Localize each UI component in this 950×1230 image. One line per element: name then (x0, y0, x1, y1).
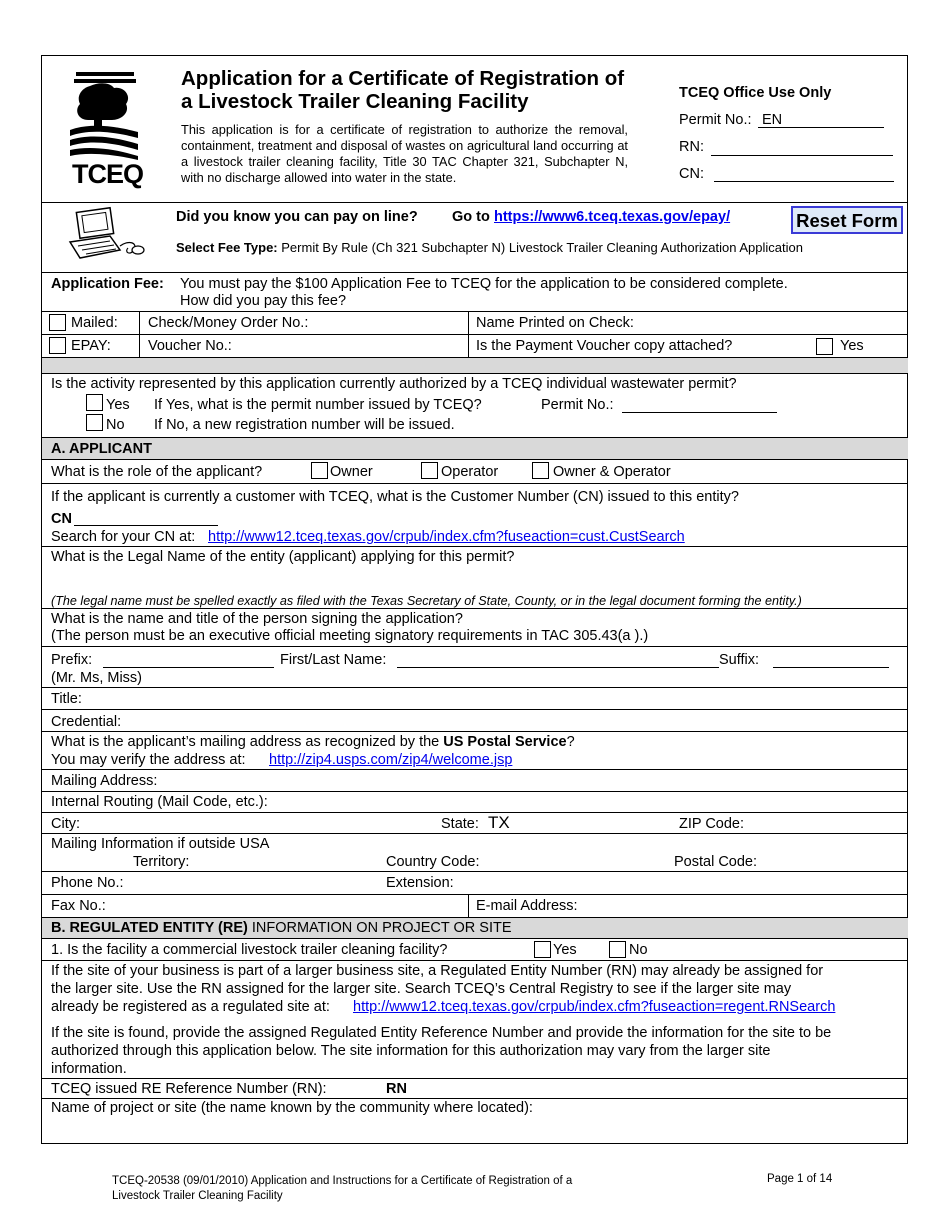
fee-how-paid: How did you pay this fee? (180, 293, 347, 309)
phone-label: Phone No.: (51, 875, 124, 891)
signer-question: What is the name and title of the person signing the application? (51, 611, 463, 627)
role-owner-operator-label: Owner & Operator (553, 464, 671, 480)
mailed-label: Mailed: (71, 315, 118, 331)
prefix-hint: (Mr. Ms, Miss) (51, 670, 143, 686)
commercial-no-label: No (629, 942, 648, 958)
name-on-check-label: Name Printed on Check: (476, 315, 634, 331)
email-label: E-mail Address: (476, 898, 578, 914)
commercial-question: 1. Is the facility a commercial livestock trailer cleaning facility? (51, 942, 448, 958)
fee-type-line (176, 239, 803, 257)
check-no-label: Check/Money Order No.: (148, 315, 309, 331)
suffix-label: Suffix: (719, 652, 760, 668)
rn-search-link[interactable]: http://www12.tceq.texas.gov/crpub/index.cfm?fuseaction=regent.RNSearch (353, 999, 836, 1015)
permit-question: Is the activity represented by this application currently authorized by a TCEQ individual wastewater permit? (51, 376, 737, 392)
office-rn-line (711, 155, 893, 156)
form-title-line1: Application for a Certificate of Registration of (181, 67, 625, 90)
permit-no-text: If No, a new registration number will be issued. (154, 417, 455, 433)
title-input[interactable] (90, 689, 894, 709)
cn-prefix: CN (51, 511, 72, 527)
permit-yes-checkbox[interactable] (86, 394, 103, 411)
voucher-input[interactable] (238, 336, 467, 356)
legal-name-note: (The legal name must be spelled exactly as filed with the Texas Secretary of State, County, or in the legal document forming the entity.) (51, 594, 802, 608)
rn-ref-prefix: RN (386, 1081, 407, 1097)
commercial-no-checkbox[interactable] (609, 941, 626, 958)
permit-yes-label: Yes (106, 397, 130, 413)
signer-note: (The person must be an executive official meeting signatory requirements in TAC 305.43(a ).) (51, 628, 649, 644)
mailing-question-bold: US Postal Service (443, 734, 567, 750)
first-last-label: First/Last Name: (280, 652, 387, 668)
cn-search-link[interactable]: http://www12.tceq.texas.gov/crpub/index.cfm?fuseaction=cust.CustSearch (208, 529, 685, 545)
site-name-label: Name of project or site (the name known by the community where located): (51, 1100, 533, 1116)
voucher-attached-yes: Yes (840, 338, 864, 354)
fee-type-label: Select Fee Type: (176, 240, 278, 255)
found-para-line1: If the site is found, provide the assigned Regulated Entity Reference Number and provide the information for the site to be (51, 1025, 832, 1041)
fax-input[interactable] (115, 896, 464, 916)
intro-text: This application is for a certificate of registration to authorize the removal, containment, treatment and disposal of wastes on agricultural land occurring at a livestock trailer cleaning facility, Title 30 TAC Chapter 321, Subchapter N, with no discharge allowed into water in the state. (181, 122, 628, 185)
role-question: What is the role of the applicant? (51, 464, 263, 480)
section-b-heading (51, 919, 512, 937)
office-use-title: TCEQ Office Use Only (679, 85, 832, 101)
legal-name-question: What is the Legal Name of the entity (applicant) applying for this permit? (51, 549, 515, 565)
permit-yes-text: If Yes, what is the permit number issued by TCEQ? (154, 397, 482, 413)
title-label: Title: (51, 691, 82, 707)
voucher-attached-label: Is the Payment Voucher copy attached? (476, 338, 733, 354)
site-name-input[interactable] (51, 1119, 895, 1141)
rn-para-line3: already be registered as a regulated site at: (51, 999, 330, 1015)
rn-ref-label: TCEQ issued RE Reference Number (RN): (51, 1081, 327, 1097)
suffix-line (773, 667, 889, 668)
email-input[interactable] (590, 896, 894, 916)
office-permit-value: EN (762, 112, 783, 128)
commercial-yes-checkbox[interactable] (534, 941, 551, 958)
cn-question: If the applicant is currently a customer with TCEQ, what is the Customer Number (CN) issued to this entity? (51, 489, 739, 505)
section-b-heading-bold: B. REGULATED ENTITY (RE) (51, 920, 248, 936)
role-owner-label: Owner (330, 464, 373, 480)
found-para-line3: information. (51, 1061, 127, 1077)
rn-ref-input[interactable] (412, 1079, 716, 1099)
prefix-line (103, 667, 274, 668)
office-permit-line (758, 127, 884, 128)
credential-label: Credential: (51, 714, 122, 730)
state-value: TX (488, 813, 510, 832)
office-rn-label: RN: (679, 139, 704, 155)
name-on-check-input[interactable] (650, 313, 904, 333)
tceq-logo (68, 72, 144, 189)
epay-goto: Go to (452, 209, 490, 225)
zip-label: ZIP Code: (679, 816, 745, 832)
extension-label: Extension: (386, 875, 454, 891)
reset-form-button[interactable]: Reset Form (791, 206, 903, 234)
voucher-label: Voucher No.: (148, 338, 232, 354)
fax-label: Fax No.: (51, 898, 106, 914)
zip-input[interactable] (752, 814, 896, 834)
cn-line (74, 525, 218, 526)
permit-no-line (622, 412, 777, 413)
commercial-yes-label: Yes (553, 942, 577, 958)
role-operator-checkbox[interactable] (421, 462, 438, 479)
legal-name-input[interactable] (51, 568, 895, 590)
office-cn-line (714, 181, 894, 182)
fee-text: You must pay the $100 Application Fee to TCEQ for the application to be considered complete. (180, 276, 788, 292)
section-b-heading-rest: INFORMATION ON PROJECT OR SITE (247, 920, 512, 936)
credential-input[interactable] (130, 712, 894, 732)
epay-checkbox[interactable] (49, 337, 66, 354)
epay-label: EPAY: (71, 338, 111, 354)
state-label: State: (441, 816, 479, 832)
section-a-header (42, 438, 908, 459)
form-title-line2: a Livestock Trailer Cleaning Facility (181, 90, 529, 113)
footer-form-id-line2: Livestock Trailer Cleaning Facility (112, 1190, 283, 1202)
mailing-address-label: Mailing Address: (51, 773, 158, 789)
fee-label: Application Fee: (51, 276, 164, 292)
computer-icon (64, 206, 148, 262)
section-a-heading: A. APPLICANT (51, 441, 152, 457)
postal-code-label: Postal Code: (674, 854, 758, 870)
extension-input[interactable] (462, 873, 666, 893)
fee-type-value: Permit By Rule (Ch 321 Subchapter N) Livestock Trailer Cleaning Authorization Application (281, 240, 803, 255)
first-last-line (397, 667, 719, 668)
city-input[interactable] (90, 814, 424, 834)
cn-search-label: Search for your CN at: (51, 529, 196, 545)
mailing-question (51, 733, 575, 751)
territory-label: Territory: (133, 854, 190, 870)
verify-link[interactable]: http://zip4.usps.com/zip4/welcome.jsp (269, 752, 513, 768)
rn-para-line2: the larger site. Use the RN assigned for the larger site. Search TCEQ’s Central Registry to see if the larger site may (51, 981, 792, 997)
city-label: City: (51, 816, 80, 832)
mailing-question-end: ? (566, 734, 575, 750)
epay-link[interactable]: https://www6.tceq.texas.gov/epay/ (494, 209, 731, 225)
voucher-attached-checkbox[interactable] (816, 338, 833, 355)
footer-page: Page 1 of 14 (767, 1173, 833, 1185)
gray-spacer (42, 358, 908, 373)
mailing-address-input[interactable] (170, 771, 894, 791)
phone-input[interactable] (135, 873, 379, 893)
permit-no-field-label: Permit No.: (541, 397, 614, 413)
prefix-label: Prefix: (51, 652, 93, 668)
verify-label: You may verify the address at: (51, 752, 246, 768)
mailing-question-start: What is the applicant’s mailing address as recognized by the (51, 734, 444, 750)
role-owner-checkbox[interactable] (311, 462, 328, 479)
role-owner-operator-checkbox[interactable] (532, 462, 549, 479)
internal-routing-label: Internal Routing (Mail Code, etc.): (51, 794, 268, 810)
logo-text: TCEQ (72, 159, 144, 189)
role-operator-label: Operator (441, 464, 499, 480)
outside-usa-label: Mailing Information if outside USA (51, 836, 270, 852)
epay-question: Did you know you can pay on line? (176, 209, 418, 225)
permit-no-checkbox[interactable] (86, 414, 103, 431)
office-permit-label: Permit No.: (679, 112, 752, 128)
found-para-line2: authorized through this application below. The site information for this authorization may vary from the larger site (51, 1043, 771, 1059)
check-no-input[interactable] (318, 313, 467, 333)
internal-routing-input[interactable] (290, 792, 894, 812)
office-cn-label: CN: (679, 166, 704, 182)
mailed-checkbox[interactable] (49, 314, 66, 331)
permit-no-label: No (106, 417, 125, 433)
country-code-label: Country Code: (386, 854, 480, 870)
rn-para-line1: If the site of your business is part of a larger business site, a Regulated Entity Number (RN) may already be assigned for (51, 963, 824, 979)
footer-form-id-line1: TCEQ-20538 (09/01/2010) Application and Instructions for a Certificate of Registration of a (112, 1175, 573, 1187)
